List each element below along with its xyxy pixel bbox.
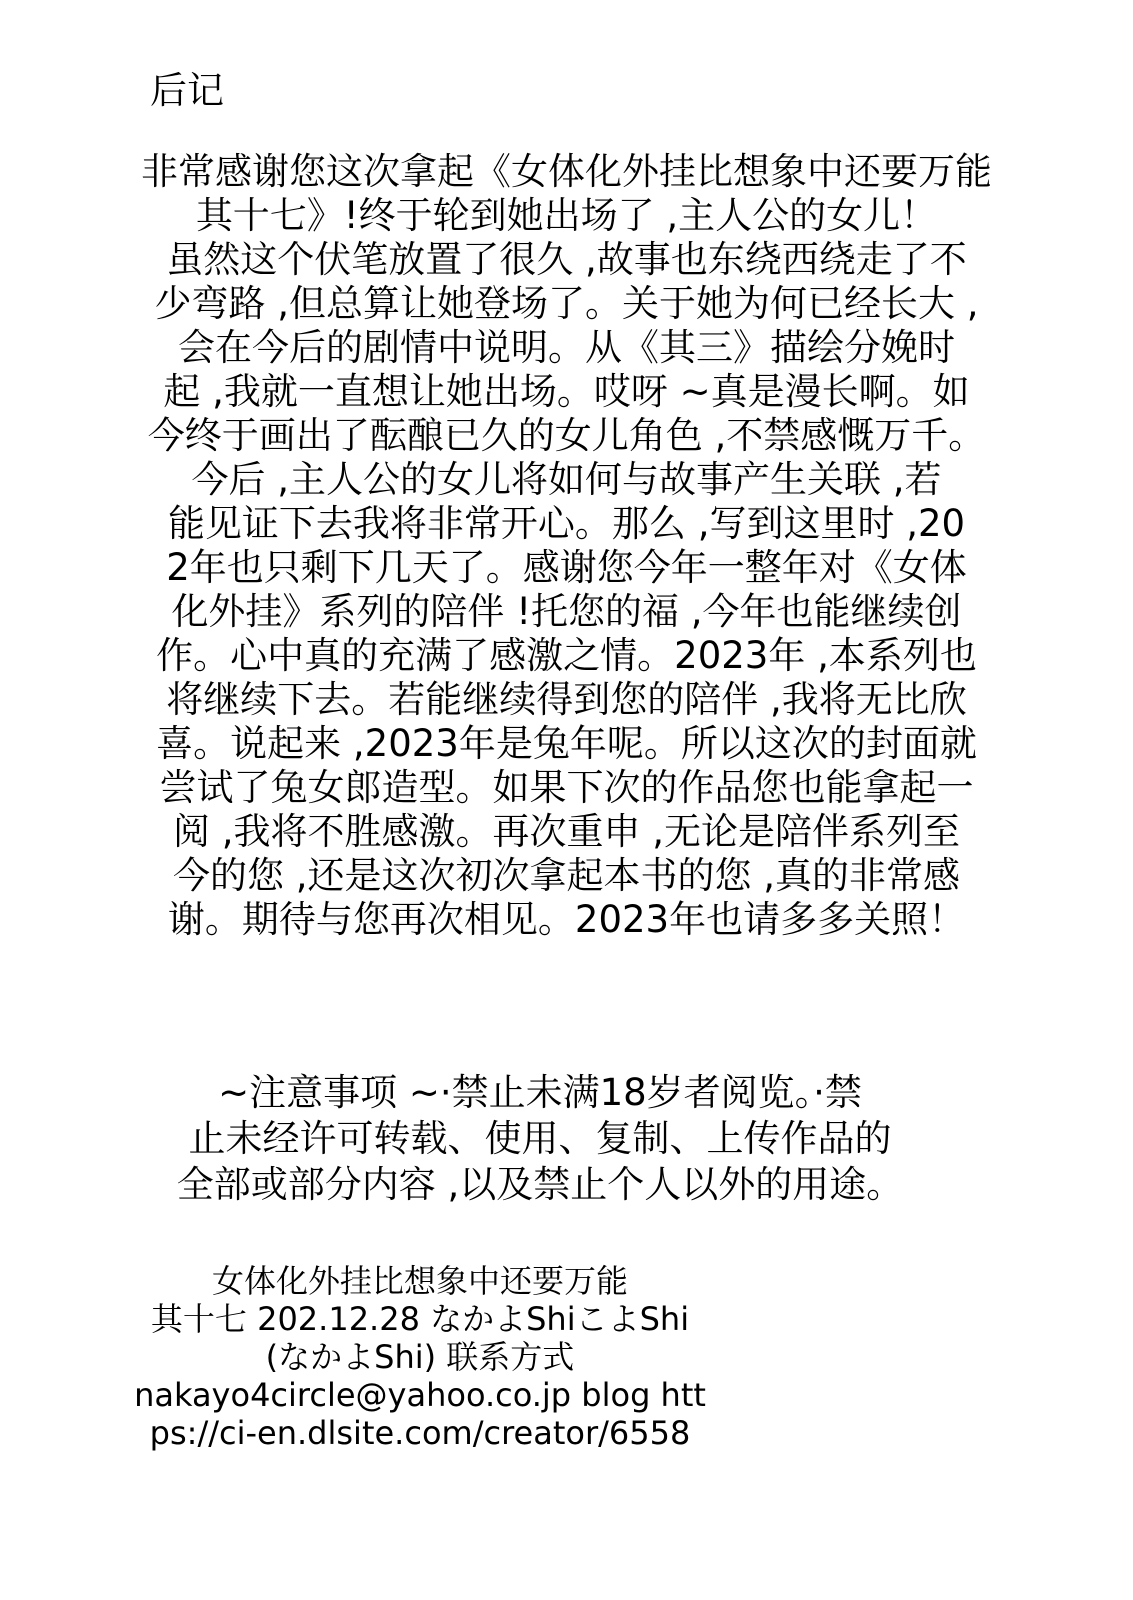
notice-line: 全部或部分内容 ,以及禁止个人以外的用途。: [176, 1163, 904, 1206]
afterword-line: 阅 ,我将不胜感激。再次重申 ,无论是陪伴系列至: [172, 810, 961, 853]
notice-line: 止未经许可转载、使用、复制、上传作品的: [188, 1117, 892, 1160]
afterword-line: 2年也只剩下几天了。感谢您今年一整年对《女体: [166, 546, 967, 589]
afterword-line: 今终于画出了酝酿已久的女儿角色 ,不禁感慨万千。: [147, 414, 986, 457]
afterword-line: 今的您 ,还是这次初次拿起本书的您 ,真的非常感: [172, 854, 961, 897]
afterword-body: [40, 150, 1093, 942]
afterword-line: 非常感谢您这次拿起《女体化外挂比想象中还要万能: [141, 150, 992, 193]
colophon-line: ps://ci-en.dlsite.com/creator/6558: [149, 1414, 691, 1452]
afterword-line: 能见证下去我将非常开心。那么 ,写到这里时 ,20: [167, 502, 966, 545]
afterword-line: 作。心中真的充满了感激之情。2023年 ,本系列也: [156, 634, 977, 677]
afterword-line: 谢。期待与您再次相见。2023年也请多多关照！: [167, 898, 966, 941]
afterword-line: 少弯路 ,但总算让她登场了。关于她为何已经长大 ,: [154, 282, 979, 325]
colophon-block: [60, 1262, 780, 1452]
colophon-line: nakayo4circle@yahoo.co.jp blog htt: [134, 1376, 706, 1414]
colophon-line: 女体化外挂比想象中还要万能: [211, 1262, 628, 1300]
afterword-heading: 后记: [150, 69, 224, 112]
notice-block: [60, 1070, 1020, 1208]
afterword-line: 其十七》!终于轮到她出场了 ,主人公的女儿！: [195, 194, 938, 237]
afterword-line: 起 ,我就一直想让她出场。哎呀 ~真是漫长啊。如: [163, 370, 970, 413]
notice-line: ~注意事项 ~·禁止未满18岁者阅览。·禁: [218, 1071, 862, 1114]
colophon-line: 其十七 202.12.28 なかよShiこよShi: [150, 1300, 690, 1338]
afterword-line: 将继续下去。若能继续得到您的陪伴 ,我将无比欣: [166, 678, 967, 721]
colophon-line: (なかよShi) 联系方式: [265, 1338, 575, 1376]
afterword-line: 尝试了兔女郎造型。如果下次的作品您也能拿起一: [159, 766, 974, 809]
afterword-line: 虽然这个伏笔放置了很久 ,故事也东绕西绕走了不: [166, 238, 967, 281]
afterword-line: 化外挂》系列的陪伴 !托您的福 ,今年也能继续创: [171, 590, 962, 633]
afterword-line: 会在今后的剧情中说明。从《其三》描绘分娩时: [178, 326, 955, 369]
afterword-line: 喜。说起来 ,2023年是兔年呢。所以这次的封面就: [156, 722, 977, 765]
afterword-line: 今后 ,主人公的女儿将如何与故事产生关联 ,若: [191, 458, 942, 501]
